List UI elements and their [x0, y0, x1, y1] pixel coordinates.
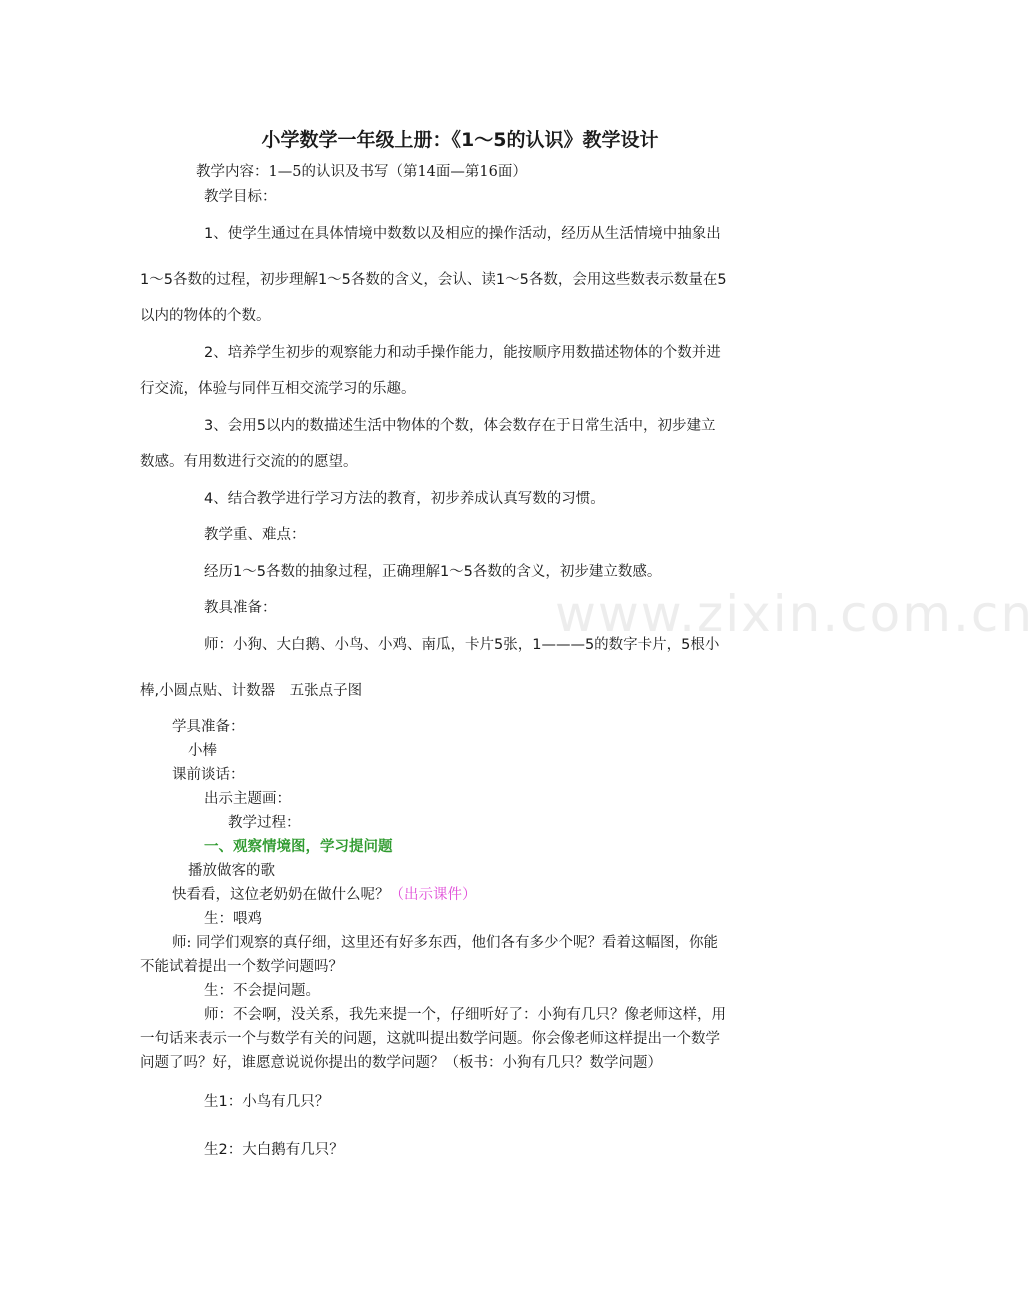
student-1-question: 生1：小鸟有几只？	[204, 1094, 330, 1110]
play-song: 播放做客的歌	[188, 863, 275, 879]
question-line	[172, 885, 477, 905]
key-points-text: 经历1～5各数的抽象过程，正确理解1～5各数的含义，初步建立数感。	[204, 564, 662, 580]
student-tools-heading: 学具准备：	[172, 719, 245, 735]
goal-3-line-1: 3、会用5以内的数描述生活中物体的个数，体会数存在于日常生活中，初步建立	[204, 418, 716, 434]
teacher-tools-line-2: 棒,小圆点贴、计数器 五张点子图	[140, 683, 363, 699]
pre-class-talk: 课前谈话：	[172, 767, 245, 783]
goal-1-line-2: 1～5各数的过程，初步理解1～5各数的含义，会认、读1～5各数，会用这些数表示数量在5	[140, 272, 727, 288]
watermark: www.zixin.com.cn	[555, 585, 1034, 643]
teaching-process: 教学过程：	[228, 815, 301, 831]
goal-2-line-2: 行交流，体验与同伴互相交流学习的乐趣。	[140, 381, 416, 397]
teacher-line-1b: 不能试着提出一个数学问题吗？	[140, 959, 343, 975]
key-points-heading: 教学重、难点：	[204, 527, 306, 543]
section-heading-1: 一、观察情境图，学习提问题	[204, 839, 393, 855]
goal-3-line-2: 数感。有用数进行交流的的愿望。	[140, 454, 358, 470]
teacher-line-2a: 师：不会啊，没关系，我先来提一个，仔细听好了：小狗有几只？像老师这样，用	[204, 1007, 726, 1023]
teacher-line-2b: 一句话来表示一个与数学有关的问题，这就叫提出数学问题。你会像老师这样提出一个数学	[140, 1031, 720, 1047]
student-tools: 小棒	[188, 743, 217, 759]
goal-2-line-1: 2、培养学生初步的观察能力和动手操作能力，能按顺序用数描述物体的个数并进	[204, 345, 721, 361]
student-answer-feed: 生：喂鸡	[204, 911, 262, 927]
teacher-tools-line-1: 师：小狗、大白鹅、小鸟、小鸡、南瓜，卡片5张，1———5的数字卡片，5根小	[204, 637, 720, 653]
teaching-content: 教学内容：1—5的认识及书写（第14面—第16面）	[196, 164, 527, 180]
show-theme-picture: 出示主题画：	[204, 791, 291, 807]
courseware-note: （出示课件）	[389, 887, 477, 903]
document-title: 小学数学一年级上册：《1～5的认识》教学设计	[261, 129, 659, 151]
teacher-tools-heading: 教具准备：	[204, 600, 277, 616]
goal-4: 4、结合教学进行学习方法的教育，初步养成认真写数的习惯。	[204, 491, 605, 507]
question-text: 快看看，这位老奶奶在做什么呢？	[172, 887, 390, 903]
teacher-line-2c: 问题了吗？好，谁愿意说说你提出的数学问题？（板书：小狗有几只？数学问题）	[140, 1055, 662, 1071]
student-answer-no: 生：不会提问题。	[204, 983, 320, 999]
student-2-question: 生2：大白鹅有几只？	[204, 1142, 344, 1158]
goal-1-line-3: 以内的物体的个数。	[140, 308, 271, 324]
teacher-line-1a: 师: 同学们观察的真仔细，这里还有好多东西，他们各有多少个呢？看着这幅图，你能	[172, 935, 718, 951]
goals-heading: 教学目标：	[204, 189, 277, 205]
goal-1-line-1: 1、使学生通过在具体情境中数数以及相应的操作活动，经历从生活情境中抽象出	[204, 226, 721, 242]
